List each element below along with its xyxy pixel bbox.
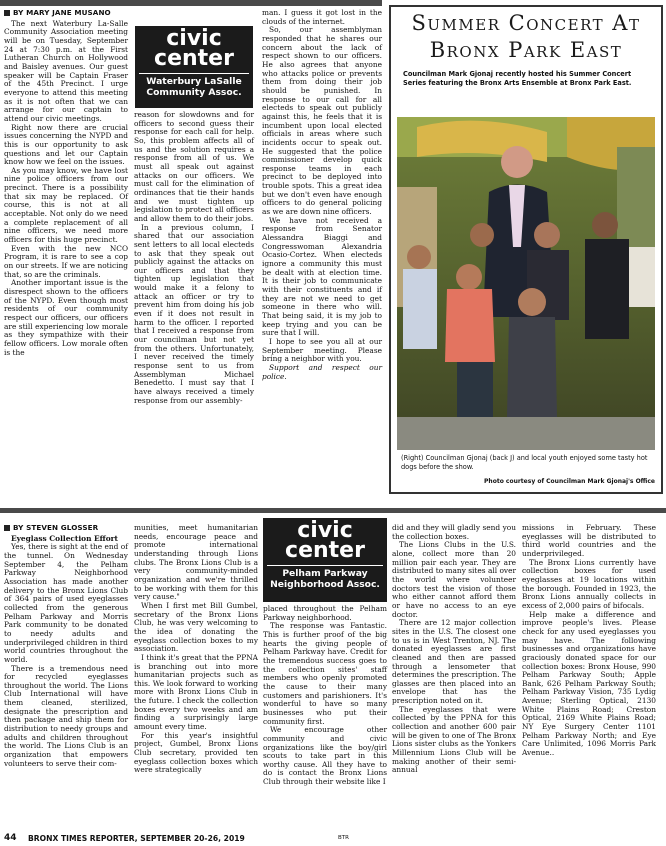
story1-column-3 [262, 9, 382, 381]
story2-column-2 [134, 524, 258, 775]
story2-column-4 [392, 524, 516, 775]
byline-square-icon [4, 10, 10, 16]
paragraph: The Lions Clubs in the U.S. alone, collect more than 20 million pair each year. They are distributed to many sites all over the world where volunteer doctors test the vision of those who either cannot afford them or have no access to an eye doctor. [392, 540, 516, 619]
top-rule [0, 0, 382, 6]
story2-column-5 [522, 524, 656, 758]
paragraph: When I first met Bill Gumbel, secretary of the Bronx Lions Club, he was very welcoming to the idea of donating the eyeglass collection boxes to my association. [134, 600, 258, 654]
story2-column-3 [263, 605, 387, 787]
civic-center-logo-waterbury: civic center Waterbury LaSalle Community Assoc. [135, 26, 253, 108]
paragraph: In a previous column, I shared that our association sent letters to all local electeds to ask that they speak out publicly against the attacks on our officers and that they tighten up legislation that would make it a felony to attack an officer or try to prevent him from doing his job even if it does not result in harm to the officer. I reported that I received a response from our councilman but not yet from the others. Unfortunately, I never received the timely response sent to us from Assemblyman Michael Benedetto. I must say that I have always received a timely response from our assembly- [134, 222, 254, 405]
paragraph: man. I guess it got lost in the clouds of the internet. [262, 8, 382, 26]
paragraph: The response was Fantastic. This is further proof of the big hearts the giving people of Pelham Parkway have. Credit for the tremendous success goes to the collection sites' staff members who openly promoted the cause to their many customers and parishioners. It's wonderful to have so many businesses who put their community first. [263, 621, 387, 726]
paragraph: Right now there are crucial issues concerning the NYPD and this is our opportunity to ask questions and let our Captain know how we feel on the issues. [4, 122, 128, 167]
civic-center-logo-pelham: civic center Pelham Parkway Neighborhood Assoc. [263, 518, 387, 602]
paragraph: munities, meet humanitarian needs, encourage peace and promote international understanding through Lions clubs. The Bronx Lions Club is a very community-minded organization and we're thrilled to be working with them for this very cause." [134, 523, 258, 602]
paragraph: I think it's great that the PPNA is branching out into more humanitarian projects such as this. We look forward to working more with Bronx Lions Club in the future. I check the collection boxes every two weeks and am finding a surprisingly large amount every time. [134, 652, 258, 732]
paragraph: placed throughout the Pelham Parkway neighborhood. [263, 604, 387, 622]
section-divider [0, 508, 666, 513]
paragraph: missions in February. These eyeglasses will be distributed to third world countries and the underprivileged. [522, 523, 656, 558]
story2-column-1 [4, 524, 128, 768]
paragraph: So, our assemblyman responded that he shares our concern about the lack of respect shown to our officers. He also agrees that anyone who attacks police or prevents them from doing their job should be punished. In response to our call for all electeds to speak out publicly against this, he feels that it is incumbent upon local elected officials in areas where such incidents occur to speak out. He suggested that the police commissioner develop quick response teams in each precinct to be deployed into trouble spots. This a great idea but we don't even have enough officers to do general policing as we are down nine officers. [262, 25, 382, 217]
summer-concert-sidebar [389, 5, 663, 494]
signoff: Support and respect our police. [262, 362, 382, 381]
paragraph: did and they will gladly send you the collection boxes. [392, 523, 516, 541]
paragraph: As you may know, we have lost nine police officers from our precinct. There is a possibility that six may be replaced. Of course, this is not at all acceptable. Not only do we need a complete replacement of all nine officers, we need more officers for this huge precinct. [4, 165, 128, 245]
paragraph: For this year's insightful project, Gumbel, Bronx Lions Club secretary, provided ten eyeglass collection boxes which were strategically [134, 730, 258, 775]
section-code: BTR [338, 835, 349, 841]
paragraph: I hope to see you all at our September meeting. Please bring a neighbor with you. [262, 336, 382, 364]
story1-column-1 [4, 9, 128, 357]
paragraph: Another important issue is the disrespect shown to the officers of the NYPD. Even though most residents of our community respect our officers, our officers are still experiencing low morale as they sympathize with their fellow officers. Low morale often is the [4, 278, 128, 357]
paragraph: We encourage other community and civic organizations like the boy/girl scouts to take part in this worthy cause. All they have to do is contact the Bronx Lions Club through their website like I [263, 725, 387, 787]
concert-photo-image [397, 117, 655, 450]
paragraph: reason for slowdowns and for officers to second guess their response for each call for help. So, this problem affects all of us and the solution requires a response from all of us. We must all speak out against attacks on our officers. We must call for the elimination of ordinances that tie their hands and we must tighten up legislation to protect all officers and allow them to do their jobs. [134, 110, 254, 223]
paragraph: The next Waterbury La-Salle Community Association meeting will be on Tuesday, September 24 at 7:30 p.m. at the First Lutheran Church on Hollywood and Baisley avenues. Our guest speaker will be Captain Fraser of the 45th Precinct. I urge everyone to attend this meeting as it is not often that we can arrange for our captain to attend our civic meetings. [4, 18, 128, 123]
story1-byline: BY MARY JANE MUSANO [4, 9, 128, 18]
paragraph: The Bronx Lions currently have collection boxes for used eyeglasses at 19 locations within the borough. Founded in 1923, the Bronx Lions annually collects in excess of 2,000 pairs of bifocals. [522, 557, 656, 610]
sidebar-caption-top: Councilman Mark Gjonaj recently hosted his Summer Concert Series featuring the Bronx Arts Ensemble at Bronx Park East. [403, 70, 632, 87]
paragraph: There is a tremendous need for recycled eyeglasses throughout the world. The Lions Club International will have them cleaned, sterilized, designate the prescription and then package and ship them for distribution to needy groups and adults and children throughout the world. The Lions Club is an organization that empowers volunteers to serve their com- [4, 663, 128, 768]
sidebar-title: Summer Concert At [411, 11, 641, 35]
page-footer [0, 833, 666, 846]
story2-byline: BY STEVEN GLOSSER [4, 524, 128, 533]
story1-column-2 [134, 111, 254, 405]
paragraph: Help make a difference and improve people's lives. Please check for any used eyeglasses you may have. The following businesses and organizations have graciously donated space for our collection boxes: Bronx House, 990 Pelham Parkway South; Apple Bank, 626 Pelham Parkway South; Pelham Parkway Vision, 735 Lydig Avenue; Sterling Optical, 2130 White Plains Road; Creston Optical, 2169 White Plains Road; NY Eye Surgery Center 1101 Pelham Parkway North; and Eye Care Unlimited, 1096 Morris Park Avenue.. [522, 609, 656, 758]
paper-name-date: BRONX TIMES REPORTER, SEPTEMBER 20-26, 2019 [28, 834, 245, 843]
paragraph: Yes, there is sight at the end of the tunnel. On Wednesday September 4, the Pelham Parkway Neighborhood Association has made another delivery to the Bronx Lions Club of 364 pairs of used eyeglasses collected from the generous Pelham Parkway and Morris Park community to be donated to needy adults and underprivileged children in third world countries throughout the world. [4, 542, 128, 664]
paragraph: We have not received a response from Senator Alessandra Biaggi and Congresswoman Alexandria Ocasio-Cortez. When electeds ignore a community this must be dealt with at election time. It is their job to communicate with their constituents and if they are not we need to get someone in there who will. That being said, it is my job to keep trying and you can be sure that I will. [262, 215, 382, 338]
sidebar-caption-bottom: (Right) Councilman Gjonaj (back J) and local youth enjoyed some tasty hot dogs before the show. [401, 454, 648, 471]
paragraph: The eyeglasses that were collected by the PPNA for this collection and another 600 pair will be given to one of The Bronx Lions sister clubs as the Yonkers Millennium Lions Club will be making another of their semi-annual [392, 704, 516, 775]
page-number: 44 [4, 833, 17, 843]
photo-credit: Photo courtesy of Councilman Mark Gjonaj's Office [484, 478, 655, 485]
paragraph: There are 12 major collection sites in the U.S. The closest one to us is in West Trenton, NJ. The donated eyeglasses are first cleaned and then are passed through a lensometer that determines the prescription. The glasses are then placed into an envelope that has the prescription noted on it. [392, 618, 516, 706]
sidebar-title: Bronx Park East [429, 38, 623, 62]
subhead: Eyeglass Collection Effort [11, 533, 118, 543]
concert-photo [397, 117, 655, 450]
paragraph: Even with the new NCO Program, it is rare to see a cop on our streets. If we are noticing that, so are the criminals. [4, 243, 128, 279]
byline-square-icon [4, 525, 10, 531]
